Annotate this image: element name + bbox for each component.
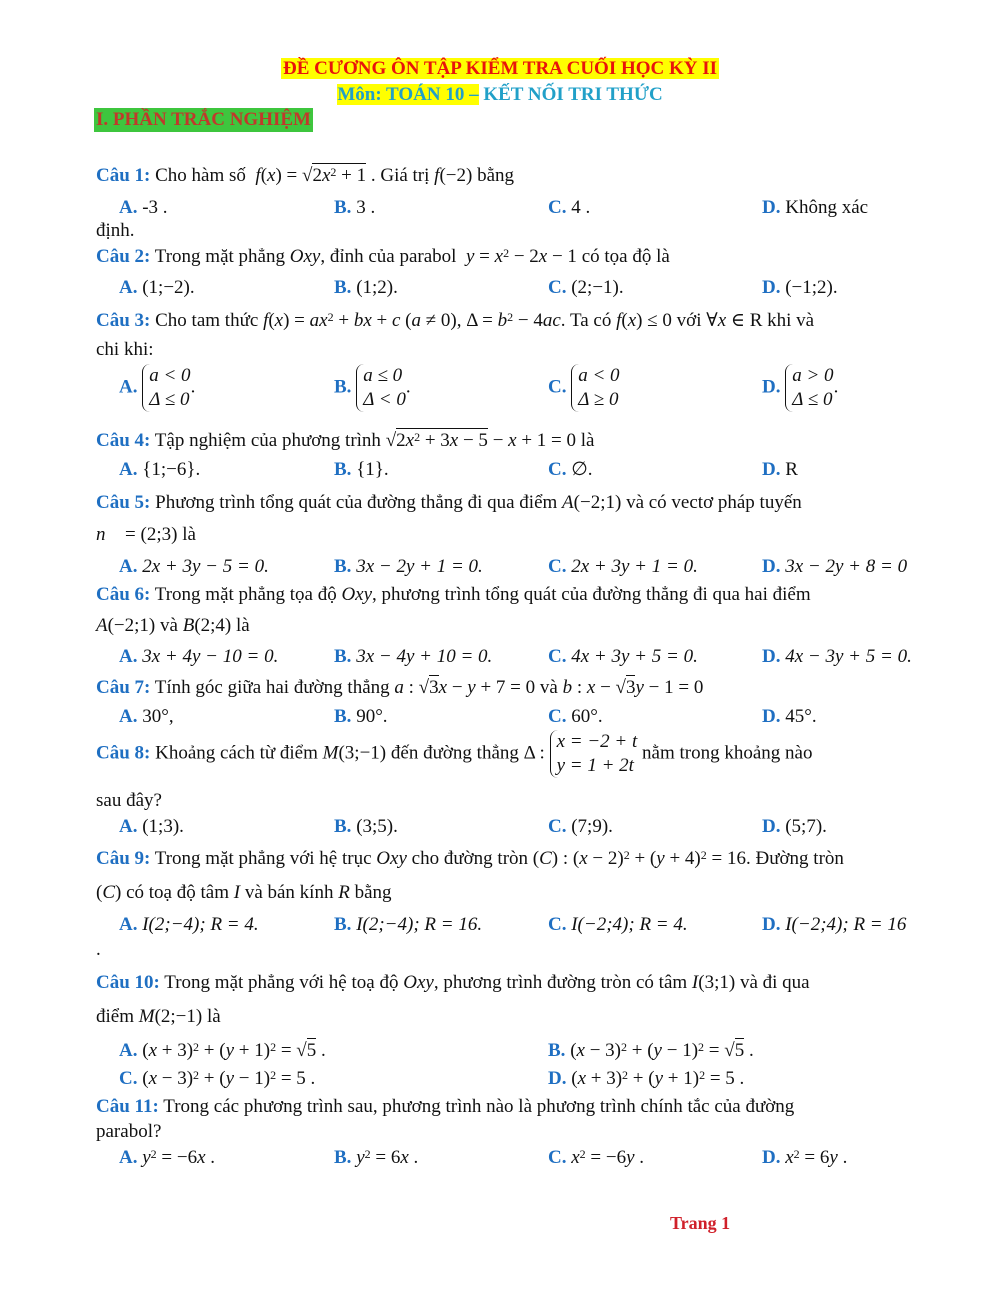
q1-option-c[interactable]: C. 4 . [548, 197, 591, 218]
q6-option-d[interactable]: D. 4x − 3y + 5 = 0. [762, 646, 912, 667]
q8-option-a[interactable]: A. (1;3). [119, 816, 184, 837]
q8-option-d[interactable]: D. (5;7). [762, 816, 827, 837]
q3-option-b[interactable]: B. a ≤ 0 Δ < 0. [334, 365, 411, 410]
q4-option-c[interactable]: C. ∅. [548, 459, 593, 480]
question-9-cont: (C) có toạ độ tâm I và bán kính R bằng [96, 882, 392, 903]
q3-option-d[interactable]: D. a > 0 Δ ≤ 0. [762, 365, 839, 410]
question-11-cont: parabol? [96, 1121, 162, 1142]
q1-option-a[interactable]: A. -3 . [119, 197, 168, 218]
q9-option-b[interactable]: B. I(2;−4); R = 16. [334, 914, 483, 935]
q7-option-b[interactable]: B. 90°. [334, 706, 388, 727]
q5-option-d[interactable]: D. 3x − 2y + 8 = 0 [762, 556, 908, 577]
q7-option-d[interactable]: D. 45°. [762, 706, 817, 727]
q9-trailing-dot: . [96, 939, 101, 960]
question-8: Câu 8: Khoảng cách từ điểm M(3;−1) đến đường thẳng Δ : x = −2 + t y = 1 + 2t nằm trong khoảng nào [96, 731, 813, 776]
question-5: Câu 5: Phương trình tổng quát của đường thẳng đi qua điểm A(−2;1) và có vectơ pháp tuyến [96, 492, 802, 513]
question-6-cont: A(−2;1) và B(2;4) là [96, 615, 250, 636]
q4-option-d[interactable]: D. R [762, 459, 798, 480]
q1-option-b[interactable]: B. 3 . [334, 197, 376, 218]
q11-option-c[interactable]: C. $x^2 = -6y$ . [548, 1146, 645, 1168]
q11-option-b[interactable]: B. $y^2 = 6x$ . [334, 1146, 419, 1168]
q4-option-b[interactable]: B. {1}. [334, 459, 389, 480]
q10-option-d[interactable]: D. $(x + 3)^2 + (y + 1)^2 = 5$ . [548, 1067, 745, 1089]
question-10: Câu 10: Trong mặt phẳng với hệ toạ độ Oxy, phương trình đường tròn có tâm I(3;1) và đi qua [96, 972, 810, 993]
q3-cont: chi khi: [96, 339, 154, 360]
q2-option-b[interactable]: B. (1;2). [334, 277, 398, 298]
document-subtitle: Môn: TOÁN 10 – KẾT NỐI TRI THỨC [337, 84, 663, 105]
q7-option-a[interactable]: A. 30°, [119, 706, 174, 727]
question-10-cont: điểm M(2;−1) là [96, 1006, 221, 1027]
page-number: Trang 1 [670, 1213, 731, 1233]
q9-option-d[interactable]: D. I(−2;4); R = 16 [762, 914, 907, 935]
question-6: Câu 6: Trong mặt phẳng tọa độ Oxy, phương trình tổng quát của đường thẳng đi qua hai điểm [96, 584, 811, 605]
q2-option-d[interactable]: D. (−1;2). [762, 277, 838, 298]
q10-option-b[interactable]: B. $(x - 3)^2 + (y - 1)^2 = √5$ . [548, 1039, 754, 1061]
q2-option-a[interactable]: A. (1;−2). [119, 277, 195, 298]
question-8-cont: sau đây? [96, 790, 162, 811]
question-9: Câu 9: Trong mặt phẳng với hệ trục Oxy cho đường tròn (C) : $(x - 2)^2 + (y + 4)^2 = 16$. Đường tròn [96, 847, 844, 869]
q5-option-c[interactable]: C. 2x + 3y + 1 = 0. [548, 556, 698, 577]
q7-option-c[interactable]: C. 60°. [548, 706, 603, 727]
q3-option-c[interactable]: C. a < 0 Δ ≥ 0 [548, 365, 620, 410]
q3-option-a[interactable]: A. a < 0 Δ ≤ 0. [119, 365, 196, 410]
q10-option-c[interactable]: C. $(x - 3)^2 + (y - 1)^2 = 5$ . [119, 1067, 316, 1089]
q8-option-b[interactable]: B. (3;5). [334, 816, 398, 837]
q9-option-c[interactable]: C. I(−2;4); R = 4. [548, 914, 688, 935]
q4-option-a[interactable]: A. {1;−6}. [119, 459, 201, 480]
document-title: ĐỀ CƯƠNG ÔN TẬP KIỂM TRA CUỐI HỌC KỲ II [282, 58, 718, 79]
q11-option-d[interactable]: D. $x^2 = 6y$ . [762, 1146, 848, 1168]
q8-option-c[interactable]: C. (7;9). [548, 816, 613, 837]
q11-option-a[interactable]: A. $y^2 = -6x$ . [119, 1146, 216, 1168]
question-3: Câu 3: Cho tam thức $f(x) = ax^2$ + bx + c (a ≠ 0), $\Delta = b^2 - 4ac$. Ta có f(x) ≤ 0 với ∀x ∈ R khi và [96, 309, 815, 331]
question-7: Câu 7: Tính góc giữa hai đường thẳng a : √3x − y + 7 = 0 và b : x − √3y − 1 = 0 [96, 677, 704, 698]
question-4: Câu 4: Tập nghiệm của phương trình $√2x^2 + 3x - 5 - x + 1 = 0$ là [96, 429, 595, 451]
q10-option-a[interactable]: A. $(x + 3)^2 + (y + 1)^2 = √5$ . [119, 1039, 326, 1061]
q1-option-d-cont: định. [96, 220, 135, 241]
q6-option-c[interactable]: C. 4x + 3y + 5 = 0. [548, 646, 698, 667]
q1-option-d[interactable]: D. Không xác [762, 197, 869, 218]
q5-option-b[interactable]: B. 3x − 2y + 1 = 0. [334, 556, 483, 577]
q9-option-a[interactable]: A. I(2;−4); R = 4. [119, 914, 259, 935]
question-11: Câu 11: Trong các phương trình sau, phương trình nào là phương trình chính tắc của đường [96, 1096, 795, 1117]
question-1: Câu 1: Cho hàm số $f(x) = √2x^2 + 1$ . Giá trị f(−2) bằng [96, 164, 515, 186]
q6-option-b[interactable]: B. 3x − 4y + 10 = 0. [334, 646, 493, 667]
q6-option-a[interactable]: A. 3x + 4y − 10 = 0. [119, 646, 279, 667]
section-heading: I. PHẦN TRẮC NGHIỆM [96, 109, 311, 130]
q2-option-c[interactable]: C. (2;−1). [548, 277, 624, 298]
question-5-cont: n⃗ = (2;3) là [96, 524, 196, 545]
q5-option-a[interactable]: A. 2x + 3y − 5 = 0. [119, 556, 269, 577]
question-2: Câu 2: Trong mặt phẳng Oxy, đỉnh của parabol $y = x^2 - 2x - 1$ có tọa độ là [96, 245, 670, 267]
